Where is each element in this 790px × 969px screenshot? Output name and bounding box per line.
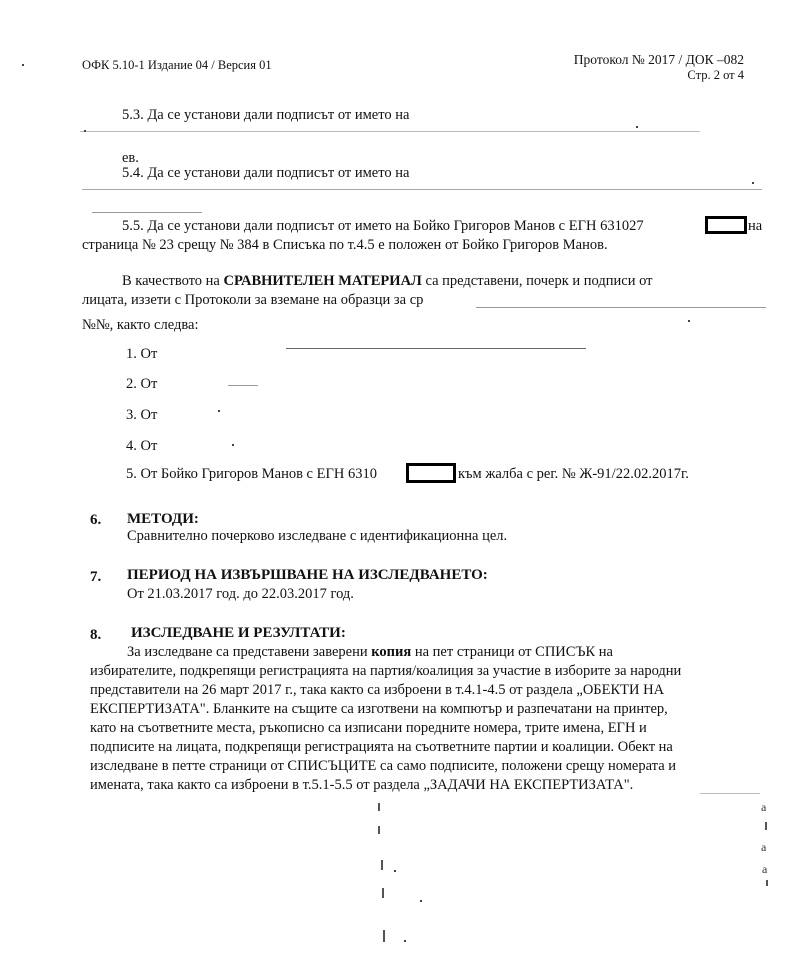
comparison-item-5 [126, 465, 377, 483]
page-number: Стр. 2 от 4 [687, 68, 744, 82]
document-page: ОФК 5.10-1 Издание 04 / Версия 01 Протокол № 2017 / ДОК –082 Стр. 2 от 4 5.3. Да се установи дали подписът от името на ев. 5.4. Да се установи дали подписът от името на 5.5. Да се установи дали подписът от името на Бойко Григоров Манов с ЕГН 631027 на страница № 23 срещу № 384 в Списъка по т.4.5 е положен от Бойко Григоров Манов. В качеството на СРАВНИТЕЛЕН МАТЕРИАЛ са представени, почерк и подписи от лицата, иззети с Протоколи за вземане на образци за ср №№, както следва: 1. От 2. От 3. От 4. От 5. От Бойко Григоров Манов с ЕГН 6310 към жалба с рег. № Ж-91/22.02.2017г. 6. МЕТОДИ: Сравнително почерково изследване с идентификационна цел. 7. ПЕРИОД НА ИЗВЪРШВАНЕ НА ИЗСЛЕДВАНЕТО: От 21.03.2017 год. до 22.03.2017 год. 8. ИЗСЛЕДВАНЕ И РЕЗУЛТАТИ: За изследване са представени заверени копия на пет страници от СПИСЪК на избирателите, подкрепящи регистрацията на партия/коалиция за участие в изборите за народни представители на 26 март 2017 г., така както са изброени в т.4.1-4.5 от раздела „ОБЕКТИ НА ЕКСПЕРТИЗАТА". Бланките на същите са изготвени на компютър и разпечатани на принтер, като на съответните места, ръкописно са изписани поредните номера, трите имена, ЕГН и подписите на лицата, подкрепящи регистрацията на съответните партии и коалиции. Обект на изследване в петте страници от СПИСЪЦИТЕ са само подписите, положени срещу номерата и имената, така както са изброени в т.5.1-5.5 от раздела „ЗАДАЧИ НА ЕКСПЕРТИЗАТА". a a a [0, 0, 790, 969]
section-8-line-2: избирателите, подкрепящи регистрацията на партия/коалиция за участие в изборите за народни [90, 663, 682, 679]
task-5-3: 5.3. Да се установи дали подписът от името на [122, 107, 410, 123]
item5-pre: 5. От Бойко Григоров Манов с ЕГН 6310 [126, 466, 377, 482]
section-7-number: 7. [90, 569, 102, 585]
section-7-text: От 21.03.2017 год. до 22.03.2017 год. [127, 586, 354, 602]
section-8-line-6: подписите на лицата, подкрепящи регистрацията на съответните партии и коалиции. Обект на [90, 739, 673, 755]
section-8-line-8: имената, така както са изброени в т.5.1-5.5 от раздела „ЗАДАЧИ НА ЕКСПЕРТИЗАТА". [90, 777, 634, 793]
comparison-post: са представени, почерк и подписи от [421, 273, 653, 289]
section-8-line-5: като на съответните места, ръкописно са изписани поредните номера, трите имена, ЕГН и [90, 720, 647, 736]
section-8-line-7: изследване в петте страници от СПИСЪЦИТЕ са само подписите, положени срещу номерата и [90, 758, 677, 774]
form-code: ОФК 5.10-1 Издание 04 / Версия 01 [82, 58, 272, 72]
protocol-number: Протокол № 2017 / ДОК –082 [573, 52, 744, 67]
task-5-5-end: на [748, 218, 763, 234]
comparison-item-4: 4. От [126, 438, 158, 454]
comparison-line2: лицата, иззети с Протоколи за вземане на образци за ср [82, 292, 424, 308]
section-8-number: 8. [90, 627, 102, 643]
item5-post: към жалба с рег. № Ж-91/22.02.2017г. [458, 466, 689, 482]
task-5-3-tail: ев. [122, 150, 139, 166]
section-6-title: МЕТОДИ: [127, 511, 199, 527]
section-8-title: ИЗСЛЕДВАНЕ И РЕЗУЛТАТИ: [131, 625, 346, 641]
protocol-header [546, 52, 744, 83]
section-6-text: Сравнително почерково изследване с идентификационна цел. [127, 528, 508, 544]
redaction-box [705, 216, 747, 234]
task-5-4: 5.4. Да се установи дали подписът от името на [122, 165, 410, 181]
comparison-pre: В качеството на [122, 273, 224, 289]
section-7-title: ПЕРИОД НА ИЗВЪРШВАНЕ НА ИЗСЛЕДВАНЕТО: [127, 567, 488, 583]
comparison-item-1: 1. От [126, 346, 158, 362]
comparison-bold: СРАВНИТЕЛЕН МАТЕРИАЛ [223, 273, 422, 289]
comparison-item-3: 3. От [126, 407, 158, 423]
comparison-intro [122, 272, 653, 290]
comparison-item-2: 2. От [126, 376, 158, 392]
bold-word: копия [371, 644, 412, 660]
section-8-line-3: представители на 26 март 2017 г., така както са изброени в т.4.1-4.5 от раздела „ОБЕКТИ НА [90, 682, 665, 698]
task-5-5-line1 [122, 217, 644, 235]
task-5-5-text: 5.5. Да се установи дали подписът от името на Бойко Григоров Манов с ЕГН 631027 [122, 218, 644, 234]
section-8-line-4: ЕКСПЕРТИЗАТА". Бланките на същите са изготвени на компютър и разпечатани на принтер, [90, 701, 668, 717]
task-5-5-line2: страница № 23 срещу № 384 в Списъка по т.4.5 е положен от Бойко Григоров Манов. [82, 237, 608, 253]
section-6-number: 6. [90, 512, 102, 528]
section-8-line-1: За изследване са представени заверени копия на пет страници от СПИСЪК на [127, 644, 613, 660]
comparison-line3: №№, както следва: [82, 317, 199, 333]
redaction-box [406, 463, 456, 483]
